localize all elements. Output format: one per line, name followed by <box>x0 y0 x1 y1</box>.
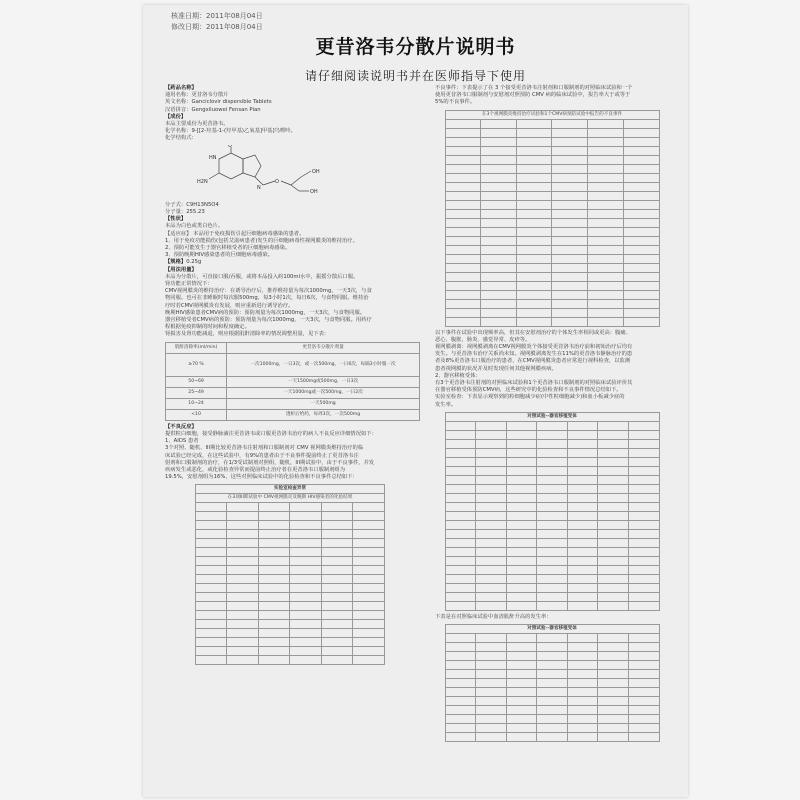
table-row <box>445 254 659 263</box>
right-column <box>435 85 669 745</box>
table-row <box>445 128 659 137</box>
table-row <box>445 146 659 155</box>
table-row <box>445 299 659 308</box>
indication-line: 1、用于免疫功能损伤(包括艾滋病患者)发生的巨细胞病毒性视网膜炎的维持治疗。 <box>165 237 358 244</box>
table-row <box>445 652 659 661</box>
indication-line: 3、预防晚期HIV感染患者的巨细胞病毒感染。 <box>165 252 273 259</box>
table-row <box>445 529 659 538</box>
table-row <box>445 538 659 547</box>
name-line: 英文名称：Ganciclovir dispersible Tablets <box>165 99 272 106</box>
section-usage-header: 【用法用量】 <box>165 266 197 273</box>
adverse-line: 射剂和口服制剂的治疗，在1/3受试制剂对照组，随机，III期试验中，由于不良事件，并发 <box>165 459 375 466</box>
table-row <box>445 733 659 742</box>
usage-line: 疗时若CMV视网膜炎有发展，则应重新进行诱导治疗。 <box>165 302 294 309</box>
table-row <box>445 565 659 574</box>
table-row <box>445 236 659 245</box>
adverse-line: 3个对照、随机、III期比较更昔洛韦注射剂和口服制剂对 CMV 视网膜炎维持治疗的临 <box>165 445 364 452</box>
table-row <box>445 421 659 430</box>
table-row <box>445 511 659 520</box>
description-text: 本品为白色或类白色片。 <box>165 223 224 230</box>
table-row <box>445 466 659 475</box>
table-row <box>445 670 659 679</box>
table-header: 肌酐清除率(ml/min) <box>166 342 227 353</box>
table-row <box>196 503 385 512</box>
table-row <box>445 661 659 670</box>
body-line: 下表是在对照临床试验中血清肌酐升高的发生率： <box>435 613 552 620</box>
composition-line: 化学结构式： <box>165 135 197 142</box>
composition-line: 本品主要成份为更昔洛韦。 <box>165 121 229 128</box>
table-cell: 一天500mg <box>227 398 420 409</box>
table-row <box>445 724 659 733</box>
lab-abnormality-table <box>195 484 385 665</box>
table-row <box>445 245 659 254</box>
table-cell: 25~49 <box>166 387 227 398</box>
adverse-line: 1、AIDS 患者 <box>165 438 199 445</box>
chem-label-oh-2: OH <box>310 188 318 195</box>
document-title: 更昔洛韦分散片说明书 <box>315 36 516 58</box>
table-row <box>445 155 659 164</box>
section-description-header: 【性状】 <box>165 216 187 223</box>
table-row <box>196 539 385 548</box>
table-row <box>445 697 659 706</box>
table-row <box>445 439 659 448</box>
adverse-line: 疾病发生或恶化，或化验检查异常而提前终止治疗者在更昔洛韦口服制剂组为 <box>165 466 346 473</box>
table-row <box>445 272 659 281</box>
table-row <box>445 290 659 299</box>
section-name-header: 【药品名称】 <box>165 85 197 91</box>
body-line: 患者视网膜的状况并及时发现任何其他视网膜疾病。 <box>435 365 557 372</box>
chemical-structure-diagram <box>195 145 335 197</box>
body-line: 者及8%更昔洛韦口服治疗的患者，在CMV视网膜炎患者应常进行视科检查，以监测 <box>435 358 631 365</box>
section-composition-header: 【成份】 <box>165 113 187 120</box>
document-subtitle: 请仔细阅读说明书并在医师指导下使用 <box>304 69 526 83</box>
table-row <box>445 715 659 724</box>
creatinine-table <box>445 624 660 742</box>
body-line: 发生率。 <box>435 401 457 408</box>
name-line: 通用名称：更昔洛韦分散片 <box>165 92 229 99</box>
body-line: 有3个更昔洛韦注射剂的对照临床试验和1个更昔洛韦口服制剂的对照临床试验评价其 <box>435 380 633 387</box>
chem-label-o: O <box>228 144 232 149</box>
body-line: 恶心、腹胀、肠炎、感觉异常、皮疹等。 <box>435 336 531 343</box>
body-line: 视网膜剥离：视网膜剥离在CMV视网膜炎个体接受更昔洛韦治疗前和初始治疗后均有 <box>435 344 633 351</box>
transplant-lab-table <box>445 412 660 611</box>
table-row <box>196 656 385 665</box>
table-row <box>166 353 420 376</box>
left-column <box>165 85 429 668</box>
table-row <box>445 191 659 200</box>
table-cell: 一天1000mg或一次500mg，一日2次 <box>227 387 420 398</box>
table-subcaption: 在3项III期试验中 CMV视网膜炎及晚期 HIV感染者的化验结果 <box>196 494 385 503</box>
usage-line: CMV视网膜炎的维持治疗：在诱导治疗后，推荐维持量为每次1000mg，一天3次，与食 <box>165 288 372 295</box>
table-row <box>445 457 659 466</box>
table-row <box>445 520 659 529</box>
table-row <box>445 263 659 272</box>
table-row <box>445 556 659 565</box>
adverse-line: 提供粒白细胞，接受静脉滴注更昔洛韦或口服更昔洛韦治疗的病人不良反应详细情况如下： <box>165 430 377 437</box>
table-row <box>445 547 659 556</box>
name-line: 汉语拼音：Gengxiluowei Fensan Pian <box>165 106 261 113</box>
table-row <box>445 227 659 236</box>
table-cell: 50~69 <box>166 376 227 387</box>
usage-line: 晚期HIV感染患者CMV病的预防：预防剂量为每次1000mg，一天3次，与食物同服。 <box>165 309 366 316</box>
indication-line: 【适应症】 本品用于免疫损伤引起巨细胞病毒感染的患者。 <box>165 230 305 237</box>
table-cell: 10~24 <box>166 398 227 409</box>
usage-line: 肾功能正常情况下： <box>165 281 213 288</box>
table-row <box>445 200 659 209</box>
body-line: 在器官移植受体预防CMV病，这些研究中的化验检查和不良事件情况总结如下。 <box>435 387 622 394</box>
table-row <box>445 592 659 601</box>
table-row <box>445 643 659 652</box>
table-row <box>445 164 659 173</box>
table-caption: 对照试验--器官移植受体 <box>445 625 659 634</box>
body-line: 实验室检查：下表显示观察到的粒细胞减少症(中性粒细胞减少)和血小板减少症的 <box>435 394 625 401</box>
composition-line: 化学名称：9-[[2-羟基-1-(羟甲基)乙氧基]甲基]鸟嘌呤。 <box>165 128 296 135</box>
table-row <box>166 376 420 387</box>
chem-label-h2n: H2N <box>197 178 208 185</box>
table-caption: 对照试验--器官移植受体 <box>445 412 659 421</box>
table-row <box>445 173 659 182</box>
usage-line: 程根据免疫抑制的时间和程度确定。 <box>165 324 250 331</box>
indication-line: 2、预防可能发生于器官移植受者的巨细胞病毒感染。 <box>165 245 291 252</box>
table-header: 更昔洛韦分散片剂量 <box>227 342 420 353</box>
adverse-line: 床试验已经完成，在这些试验中，有9%的患者由于不良事件提前终止了更昔洛韦注 <box>165 452 359 459</box>
table-row <box>196 638 385 647</box>
section-spec-header: 【规格】 <box>165 259 187 266</box>
leaflet-page <box>143 5 688 797</box>
usage-line: 物同服。也可在非睡眠时每次服500mg，每3小时1次，每日6次，与食物同服。维持治 <box>165 295 369 302</box>
table-row <box>196 575 385 584</box>
usage-line: 本品为分散片，可直接口服/吞服，或将本品投入約100ml水中，振摇分散后口服。 <box>165 273 359 280</box>
document-dates <box>171 11 263 33</box>
table-cell: 一次1000mg，一日3次，或一次500mg，一日6次，每隔3小时服一次 <box>227 353 420 376</box>
table-row <box>196 530 385 539</box>
table-row <box>196 521 385 530</box>
usage-line: 器官移植受者CMV病的预防：预防剂量为每次1000mg，一天3次，与食物同服。用药疗 <box>165 317 372 324</box>
table-row <box>445 634 659 643</box>
formula-line: 分子量：255.23 <box>165 209 205 216</box>
usage-line: 肾损害及肾功能减退，则应根据肌酐清除率的情况调整用量，见下表： <box>165 331 330 338</box>
table-row <box>166 387 420 398</box>
section-adverse-header: 【不良反应】 <box>165 423 197 430</box>
table-row <box>445 448 659 457</box>
table-row <box>196 512 385 521</box>
table-row <box>445 119 659 128</box>
intro-line: 5%的不良事件。 <box>435 99 476 106</box>
table-row <box>196 566 385 575</box>
table-cell: ≥70 % <box>166 353 227 376</box>
formula-line: 分子式：C9H13N5O4 <box>165 201 219 208</box>
table-row <box>445 218 659 227</box>
table-row <box>166 409 420 420</box>
table-row <box>196 620 385 629</box>
chem-label-n: N <box>257 184 261 191</box>
table-row <box>196 611 385 620</box>
table-row <box>445 484 659 493</box>
table-row <box>445 182 659 191</box>
body-line: 发生。与更昔洛韦治疗关系尚未知。视网膜剥离发生在11%的更昔洛韦静脉治疗的患 <box>435 351 633 358</box>
table-row <box>445 308 659 317</box>
table-row <box>445 493 659 502</box>
table-cell: <10 <box>166 409 227 420</box>
table-row <box>196 602 385 611</box>
table-caption: 实验室检查异常 <box>196 485 385 494</box>
table-caption: 在3个视网膜炎维持治疗试验和1个CMV病预防试验中报告的不良事件 <box>445 110 659 119</box>
intro-line: 使用更昔洛韦口服制剂与安慰剂对照预防 CMV 病的临床试验中，报告率大于或等于 <box>435 92 631 99</box>
table-row <box>445 475 659 484</box>
table-row <box>166 398 420 409</box>
table-row <box>196 548 385 557</box>
table-row <box>445 679 659 688</box>
chem-label-o-ether: O <box>275 178 279 185</box>
table-row <box>445 583 659 592</box>
table-row <box>445 281 659 290</box>
table-row <box>445 137 659 146</box>
chem-label-oh: OH <box>312 168 320 175</box>
table-row <box>196 629 385 638</box>
revision-date: 修改日期：2011年08月04日 <box>171 23 263 31</box>
table-cell: 透析后给药，每周3次，一次500mg <box>227 409 420 420</box>
table-row <box>196 647 385 656</box>
table-row <box>196 593 385 602</box>
table-row <box>445 601 659 610</box>
table-row <box>445 706 659 715</box>
body-line: 以下事件在试验中出现频率高，但其在安慰剂治疗的个体发生率相同或更高：腹痛、 <box>435 329 631 336</box>
body-line: 2、器官移植受体： <box>435 372 481 379</box>
adverse-line: 19.5%，安慰剂组为16%，这些对照临床试验中的化验检查和不良事件总结如下： <box>165 474 358 481</box>
table-row <box>445 688 659 697</box>
adverse-event-table <box>445 110 660 327</box>
approval-date: 核准日期：2011年08月04日 <box>171 12 263 20</box>
table-row <box>445 209 659 218</box>
table-cell: 一天1500mg或500mg，一日3次 <box>227 376 420 387</box>
table-row <box>445 430 659 439</box>
intro-line: 不良事件：下表提示了在 3 个接受更昔洛韦注射剂和口服制剂的对照临床试验和一个 <box>435 85 633 91</box>
table-row <box>445 574 659 583</box>
table-row <box>196 584 385 593</box>
renal-dose-table <box>165 342 420 421</box>
chem-label-hn: HN <box>209 154 217 161</box>
table-row <box>196 557 385 566</box>
table-row <box>445 502 659 511</box>
spec-value: 0.25g <box>186 259 202 266</box>
table-row <box>445 317 659 326</box>
